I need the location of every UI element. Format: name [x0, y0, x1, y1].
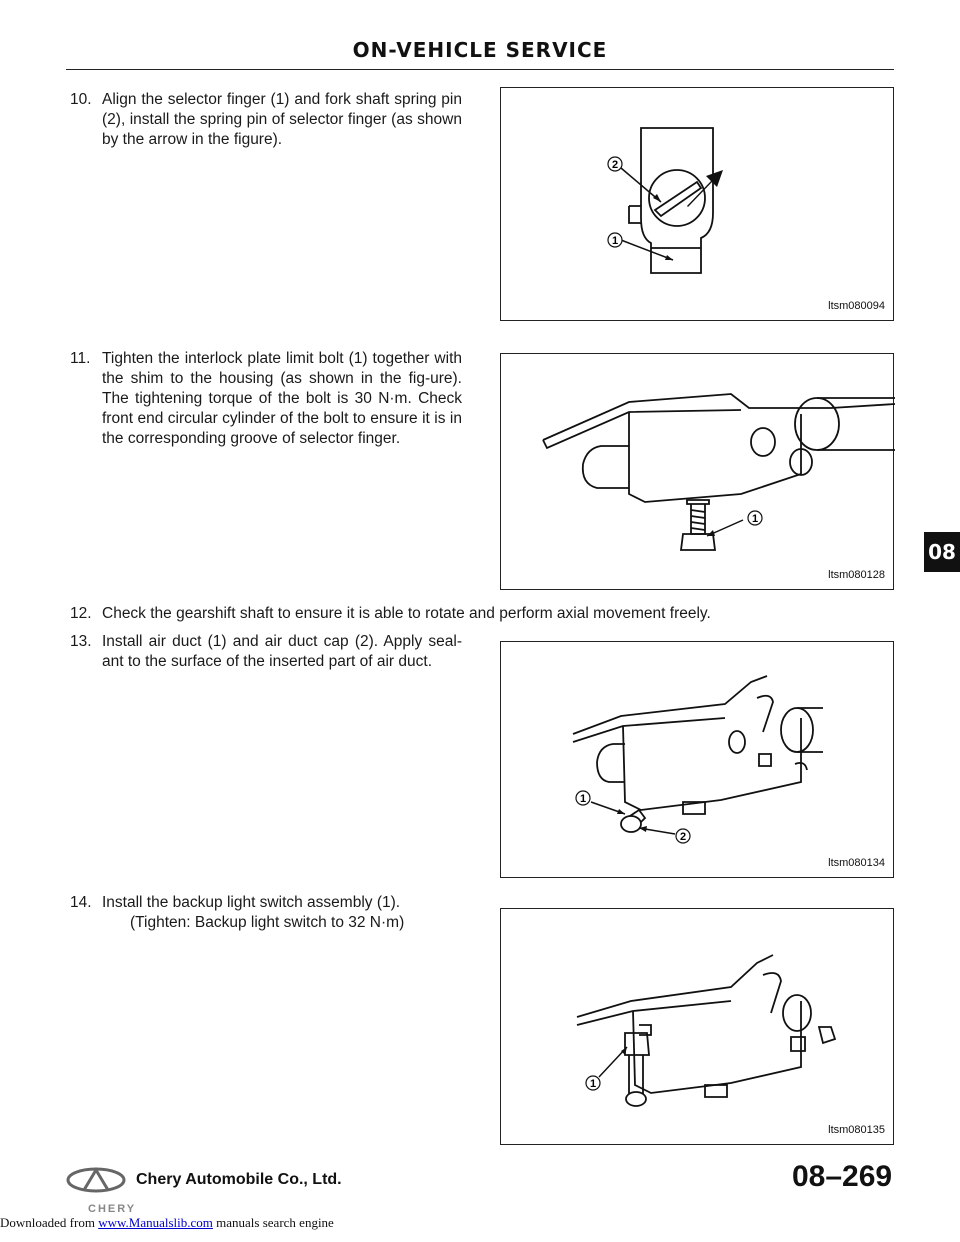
step-text: Check the gearshift shaft to ensure it is able to rotate and perform axial movement freely. — [102, 605, 711, 622]
step-text: Align the selector finger (1) and fork shaft spring pin (2), install the spring pin of selector finger (as shown by the arrow in the figure). — [102, 91, 462, 148]
section-tab: 08 — [924, 532, 960, 572]
figure-code: ltsm080128 — [828, 569, 885, 581]
callout-label: 2 — [679, 831, 687, 843]
callout-label: 1 — [579, 793, 587, 805]
figure-air-duct — [500, 641, 894, 878]
step-number: 11. — [70, 350, 91, 367]
step-10 — [70, 90, 462, 150]
figure-selector-finger — [500, 87, 894, 321]
banner-prefix: Downloaded from — [0, 1215, 95, 1230]
step-number: 10. — [70, 91, 92, 108]
step-text: Tighten the interlock plate limit bolt (1) together with the shim to the housing (as shown in the fig-ure). The tightening torque of the bolt is 30 N·m. Check front end circular cylinder of the bolt to ensure it is in the corresponding groove of selector finger. — [102, 350, 462, 447]
step-text: Install air duct (1) and air duct cap (2). Apply seal-ant to the surface of the inserted part of air duct. — [102, 633, 462, 670]
step-14 — [70, 893, 462, 933]
figure-code: ltsm080135 — [828, 1124, 885, 1136]
step-13 — [70, 632, 462, 672]
figure-interlock-plate — [500, 353, 894, 590]
step-12 — [70, 604, 894, 624]
chery-logo-icon — [64, 1164, 128, 1200]
page-number: 08–269 — [792, 1160, 893, 1193]
step-number: 14. — [70, 894, 92, 911]
download-banner — [0, 1215, 334, 1231]
callout-label: 2 — [611, 159, 619, 171]
figure-code: ltsm080094 — [828, 300, 885, 312]
selector-finger-illustration — [501, 88, 895, 322]
backup-light-switch-illustration — [501, 909, 895, 1146]
step-number: 13. — [70, 633, 92, 650]
manualslib-link[interactable]: www.Manualslib.com — [98, 1215, 213, 1230]
banner-suffix: manuals search engine — [216, 1215, 334, 1230]
figure-backup-light-switch — [500, 908, 894, 1145]
header-rule — [66, 69, 894, 70]
air-duct-illustration — [501, 642, 895, 879]
step-number: 12. — [70, 605, 92, 622]
step-11 — [70, 349, 462, 449]
figure-code: ltsm080134 — [828, 857, 885, 869]
page-title: ON-VEHICLE SERVICE — [352, 38, 608, 62]
callout-label: 1 — [751, 513, 759, 525]
callout-label: 1 — [589, 1078, 597, 1090]
callout-label: 1 — [611, 235, 619, 247]
step-text: Install the backup light switch assembly (1). — [102, 894, 401, 911]
logo-wordmark: CHERY — [88, 1203, 137, 1215]
step-note: (Tighten: Backup light switch to 32 N·m) — [130, 914, 405, 931]
company-name: Chery Automobile Co., Ltd. — [136, 1171, 342, 1188]
interlock-plate-illustration — [501, 354, 895, 591]
